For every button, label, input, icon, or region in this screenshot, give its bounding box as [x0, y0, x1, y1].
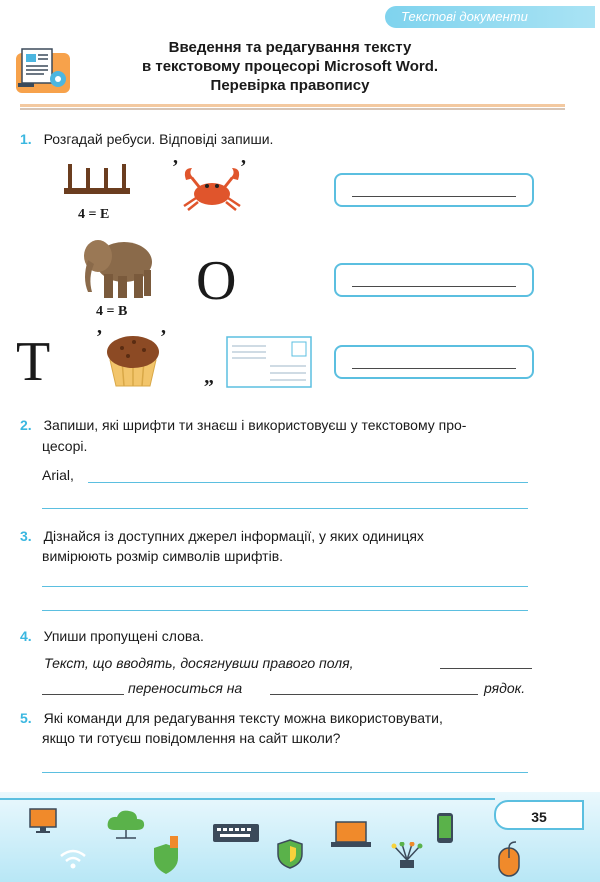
task-text: Упиши пропущені слова. [43, 628, 204, 644]
laptop-icon [330, 820, 372, 850]
smartphone-icon [436, 812, 454, 844]
answer-prefix: Arial, [42, 467, 74, 483]
task-number: 3. [20, 528, 32, 544]
answer-line[interactable] [42, 508, 528, 509]
answer-line[interactable] [42, 586, 528, 587]
task-text: Розгадай ребуси. Відповіді запиши. [43, 131, 274, 147]
mouse-icon [496, 840, 522, 878]
rebus-2-answer-box[interactable] [334, 263, 534, 297]
task-number: 5. [20, 710, 32, 726]
crab-picture-icon [178, 162, 246, 212]
apostrophe-close: ’ [160, 326, 167, 348]
rebus-1-answer-box[interactable] [334, 173, 534, 207]
task-text: Запиши, які шрифти ти знаєш і використовуєш у текстовому про- [43, 417, 467, 433]
rebus-1-clue: 4 = Е [78, 207, 110, 222]
cloud-network-icon [104, 806, 148, 840]
task-number: 2. [20, 417, 32, 433]
page-title: Введення та редагування тексту в текстовому процесорі Microsoft Word. Перевірка правопису [141, 39, 439, 94]
answer-line[interactable] [88, 482, 528, 483]
fill-in-blank-2[interactable] [42, 694, 124, 695]
answer-line[interactable] [42, 610, 528, 611]
wifi-icon [58, 846, 88, 872]
apostrophe-open: ’ [96, 326, 103, 348]
apostrophe-open: ’ [172, 156, 179, 178]
fill-in-blank-1[interactable] [440, 668, 532, 669]
rebus-letter-t: Т [16, 331, 51, 393]
muffin-picture-icon [104, 330, 162, 388]
task-number: 4. [20, 628, 32, 644]
page-number: 35 [494, 800, 584, 830]
task-1 [20, 129, 273, 149]
rebus-letter-o: О [196, 250, 237, 312]
task-text-continued: вимірюють розмір символів шрифтів. [42, 548, 284, 564]
elephant-picture-icon [80, 234, 158, 300]
sentence-part-2: переноситься на [128, 680, 243, 696]
sentence-part-1: Текст, що вводять, досягнувши правого поля, [44, 655, 354, 671]
task-5 [20, 708, 560, 728]
fill-in-blank-3[interactable] [270, 694, 478, 695]
answer-line[interactable] [42, 772, 528, 773]
rebus-2-clue: 4 = В [96, 304, 128, 319]
double-comma-mark: „ [204, 366, 214, 388]
task-text: Які команди для редагування тексту можна використовувати, [43, 710, 443, 726]
task-text-continued: якщо ти готуєш повідомлення на сайт школи? [42, 730, 341, 746]
table-picture-icon [62, 160, 132, 202]
title-divider [20, 104, 565, 107]
task-text: Дізнайся із доступних джерел інформації, у яких одиницях [43, 528, 424, 544]
postcard-picture-icon [226, 336, 312, 388]
rebus-3-answer-box[interactable] [334, 345, 534, 379]
task-text-continued: цесорі. [42, 438, 88, 454]
title-divider-secondary [20, 108, 565, 110]
shield-usb-icon [150, 836, 182, 876]
apostrophe-close: ’ [240, 156, 247, 178]
task-4 [20, 626, 204, 646]
task-3 [20, 526, 540, 546]
keyboard-icon [212, 822, 260, 844]
task-number: 1. [20, 131, 32, 147]
task-2 [20, 415, 540, 435]
document-logo-icon [14, 45, 72, 97]
monitor-icon [28, 806, 58, 836]
section-tab: Текстові документи [385, 6, 595, 28]
sentence-part-3: рядок. [484, 680, 526, 696]
shield-icon [276, 838, 304, 870]
network-hub-icon [390, 842, 424, 872]
footer-rule [0, 798, 495, 800]
